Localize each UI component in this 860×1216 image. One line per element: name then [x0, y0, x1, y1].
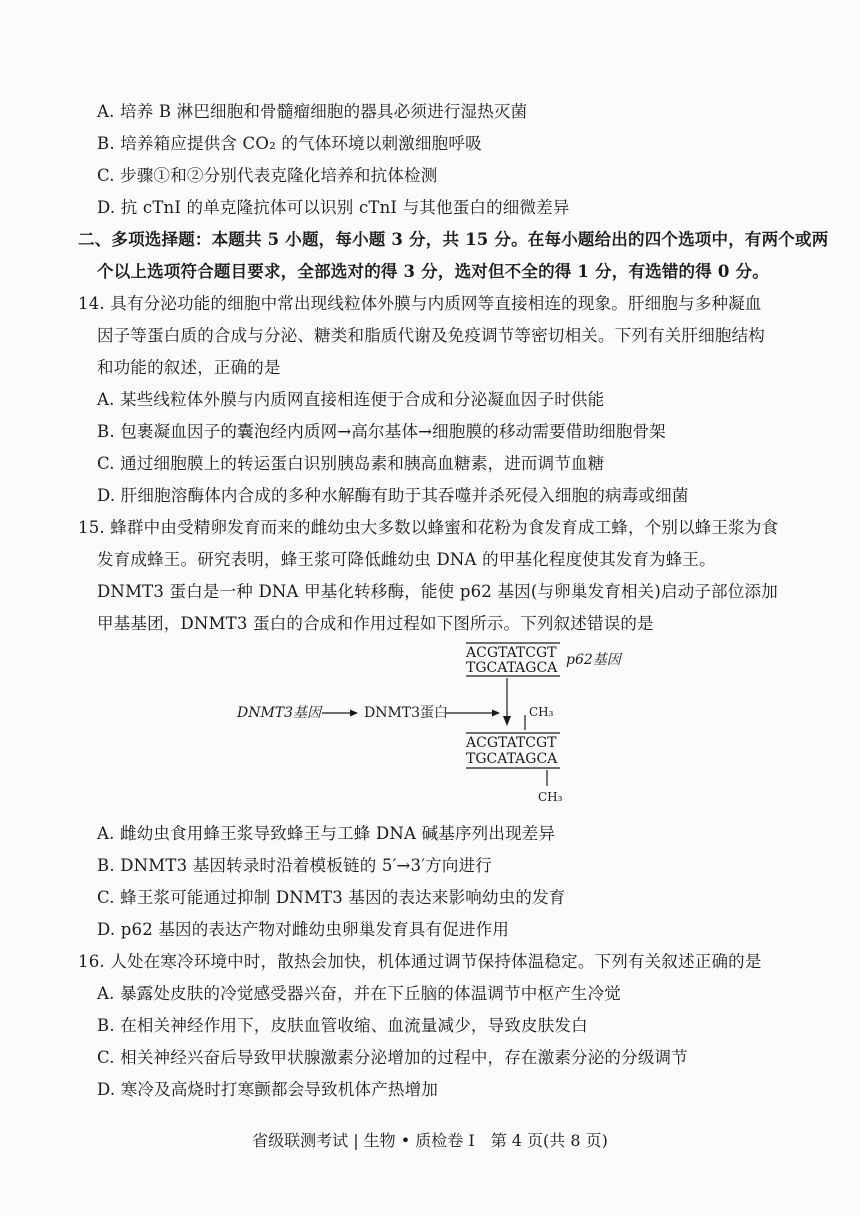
q15-stem-line4: 甲基基团，DNMT3 蛋白的合成和作用过程如下图所示。下列叙述错误的是 [97, 614, 654, 633]
q15-option-d: D. p62 基因的表达产物对雌幼虫卵巢发育具有促进作用 [97, 920, 510, 939]
p62-seq-bottom: TGCATAGCA [466, 660, 558, 676]
methylated-seq-bottom: TGCATAGCA [466, 751, 558, 767]
q15-option-a: A. 雌幼虫食用蜂王浆导致蜂王与工蜂 DNA 碱基序列出现差异 [97, 824, 556, 843]
p62-gene-label: p62基因 [566, 652, 621, 668]
q16-option-a: A. 暴露处皮肤的冷觉感受器兴奋，并在下丘脑的体温调节中枢产生冷觉 [97, 984, 622, 1003]
arrow-gene-to-protein-head [350, 710, 358, 717]
q15-stem-line2: 发育成蜂王。研究表明，蜂王浆可降低雌幼虫 DNA 的甲基化程度使其发育为蜂王。 [97, 550, 716, 569]
methyl-group-bottom: CH₃ [538, 790, 563, 804]
q13-option-c: C. 步骤①和②分别代表克隆化培养和抗体检测 [97, 166, 438, 185]
p62-seq-top: ACGTATCGT [466, 645, 557, 661]
q16-stem: 16. 人处在寒冷环境中时，散热会加快，机体通过调节保持体温稳定。下列有关叙述正确的是 [78, 952, 762, 971]
q14-stem-line2: 因子等蛋白质的合成与分泌、糖类和脂质代谢及免疫调节等密切相关。下列有关肝细胞结构 [97, 326, 765, 345]
q13-option-d: D. 抗 cTnI 的单克隆抗体可以识别 cTnI 与其他蛋白的细微差异 [97, 198, 570, 217]
q15-option-b: B. DNMT3 基因转录时沿着模板链的 5′→3′方向进行 [97, 856, 492, 875]
q15-stem-line3: DNMT3 蛋白是一种 DNA 甲基化转移酶，能使 p62 基因(与卵巢发育相关)启动子部位添加 [97, 582, 778, 601]
section-2-header-line2: 个以上选项符合题目要求，全部选对的得 3 分，选对但不全的得 1 分，有选错的得 0 分。 [97, 262, 769, 281]
q15-stem-line1: 15. 蜂群中由受精卵发育而来的雌幼虫大多数以蜂蜜和花粉为食发育成工蜂，个别以蜂王浆为食 [78, 518, 779, 537]
q16-option-c: C. 相关神经兴奋后导致甲状腺激素分泌增加的过程中，存在激素分泌的分级调节 [97, 1048, 688, 1067]
methylated-seq-top: ACGTATCGT [466, 735, 557, 751]
dnmt3-gene-label: DNMT3基因 [237, 705, 322, 721]
q14-stem-line3: 和功能的叙述，正确的是 [97, 358, 281, 377]
q14-option-c: C. 通过细胞膜上的转运蛋白识别胰岛素和胰高血糖素，进而调节血糖 [97, 454, 605, 473]
q13-option-b: B. 培养箱应提供含 CO₂ 的气体环境以刺激细胞呼吸 [97, 134, 482, 153]
methyl-group-top: CH₃ [529, 705, 554, 719]
q15-option-c: C. 蜂王浆可能通过抑制 DNMT3 基因的表达来影响幼虫的发育 [97, 888, 566, 907]
q16-option-b: B. 在相关神经作用下，皮肤血管收缩、血流量减少，导致皮肤发白 [97, 1016, 588, 1035]
page-footer: 省级联测考试 | 生物 • 质检卷 Ⅰ 第 4 页(共 8 页) [252, 1131, 608, 1150]
dnmt3-protein-label: DNMT3蛋白 [364, 705, 449, 721]
section-2-header-line1: 二、多项选择题：本题共 5 小题，每小题 3 分，共 15 分。在每小题给出的四个选项中，有两个或两 [78, 230, 829, 249]
q14-option-b: B. 包裹凝血因子的囊泡经内质网→高尔基体→细胞膜的移动需要借助细胞骨架 [97, 422, 666, 441]
q16-option-d: D. 寒冷及高烧时打寒颤都会导致机体产热增加 [97, 1080, 439, 1099]
q14-option-d: D. 肝细胞溶酶体内合成的多种水解酶有助于其吞噬并杀死侵入细胞的病毒或细菌 [97, 486, 689, 505]
arrow-protein-to-gene-head [492, 710, 500, 717]
q14-option-a: A. 某些线粒体外膜与内质网直接相连便于合成和分泌凝血因子时供能 [97, 390, 605, 409]
q13-option-a: A. 培养 B 淋巴细胞和骨髓瘤细胞的器具必须进行湿热灭菌 [97, 102, 528, 121]
methylation-arrow-head [503, 716, 511, 726]
q14-stem-line1: 14. 具有分泌功能的细胞中常出现线粒体外膜与内质网等直接相连的现象。肝细胞与多种凝血 [78, 294, 762, 313]
